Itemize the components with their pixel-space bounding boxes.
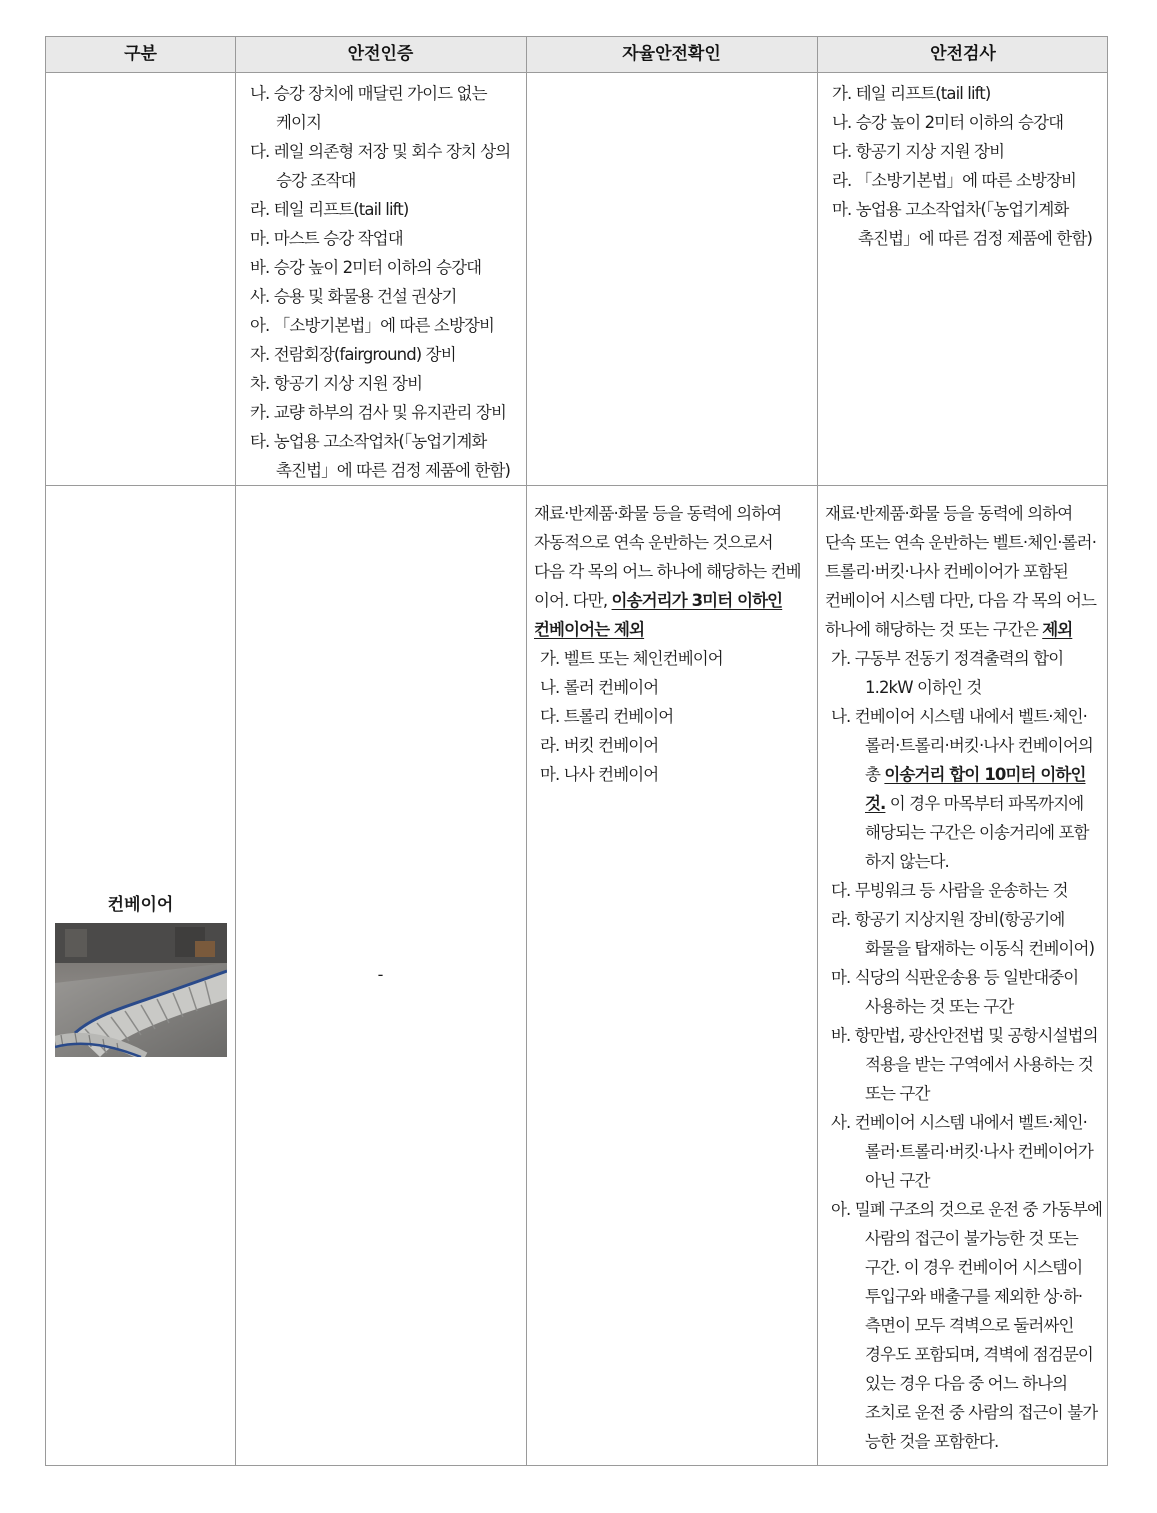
list-item: 나. 승강 장치에 매달린 가이드 없는 <box>250 84 487 103</box>
table-header <box>46 37 1107 72</box>
row2-safety-certification-value: - <box>377 965 384 984</box>
col-divider <box>817 37 818 1465</box>
list-item: 해당되는 구간은 이송거리에 포함 <box>865 823 1089 842</box>
list-item: 하지 않는다. <box>865 852 949 871</box>
paragraph-line: 단속 또는 연속 운반하는 벨트·체인·롤러· <box>825 533 1097 552</box>
list-item: 타. 농업용 고소작업차(「농업기계화 <box>250 432 487 451</box>
list-item: 라. 항공기 지상지원 장비(항공기에 <box>831 910 1065 929</box>
list-item: 사람의 접근이 불가능한 것 또는 <box>865 1229 1078 1248</box>
list-item-text: 이 경우 마목부터 파목까지에 <box>885 794 1084 813</box>
list-item: 조치로 운전 중 사람의 접근이 불가 <box>865 1403 1098 1422</box>
paragraph-line: 재료·반제품·화물 등을 동력에 의하여 <box>534 504 782 523</box>
list-item: 또는 구간 <box>865 1084 930 1103</box>
conveyor-regulation-table <box>45 36 1108 1466</box>
list-item: 나. 컨베이어 시스템 내에서 벨트·체인· <box>831 707 1087 726</box>
emphasis-text: 제외 <box>1042 620 1073 639</box>
list-item: 가. 테일 리프트(tail lift) <box>832 84 991 103</box>
paragraph-line: 하나에 해당하는 것 또는 구간은 제외 <box>825 620 1073 639</box>
row-divider <box>46 485 1107 486</box>
list-item: 라. 버킷 컨베이어 <box>540 736 659 755</box>
list-item: 케이지 <box>276 113 322 132</box>
list-item: 라. 「소방기본법」에 따른 소방장비 <box>832 171 1077 190</box>
list-item: 라. 테일 리프트(tail lift) <box>250 200 409 219</box>
emphasis-text: 이송거리가 3미터 이하인 <box>611 591 783 610</box>
list-item: 사. 컨베이어 시스템 내에서 벨트·체인· <box>831 1113 1087 1132</box>
list-item: 나. 롤러 컨베이어 <box>540 678 659 697</box>
list-item: 자. 전람회장(fairground) 장비 <box>250 345 456 364</box>
list-item: 1.2kW 이하인 것 <box>865 678 982 697</box>
list-item: 총 이송거리 합이 10미터 이하인 <box>865 765 1086 784</box>
list-item: 사용하는 것 또는 구간 <box>865 997 1014 1016</box>
header-safety-inspection: 안전검사 <box>930 44 996 64</box>
paragraph-line: 이어. 다만, 이송거리가 3미터 이하인 <box>534 591 783 610</box>
list-item: 카. 교량 하부의 검사 및 유지관리 장비 <box>250 403 506 422</box>
list-item: 다. 트롤리 컨베이어 <box>540 707 674 726</box>
list-item: 경우도 포함되며, 격벽에 점검문이 <box>865 1345 1093 1364</box>
list-item: 촉진법」에 따른 검정 제품에 한함) <box>276 461 511 480</box>
list-item: 마. 농업용 고소작업차(「농업기계화 <box>832 200 1069 219</box>
emphasis-text: 컨베이어는 제외 <box>534 620 645 639</box>
list-item: 바. 승강 높이 2미터 이하의 승강대 <box>250 258 482 277</box>
list-item: 아. 밀폐 구조의 것으로 운전 중 가동부에 <box>831 1200 1103 1219</box>
paragraph-line <box>534 615 814 644</box>
emphasis-text: 것. <box>865 794 886 813</box>
list-item: 가. 벨트 또는 체인컨베이어 <box>540 649 723 668</box>
list-item: 바. 항만법, 광산안전법 및 공항시설법의 <box>831 1026 1098 1045</box>
list-item: 마. 마스트 승강 작업대 <box>250 229 403 248</box>
paragraph-line: 트롤리·버킷·나사 컨베이어가 포함된 <box>825 562 1068 581</box>
list-item: 아. 「소방기본법」에 따른 소방장비 <box>250 316 495 335</box>
header-category: 구분 <box>124 44 157 64</box>
list-item: 가. 구동부 전동기 정격출력의 합이 <box>831 649 1064 668</box>
list-item: 촉진법」에 따른 검정 제품에 한함) <box>858 229 1093 248</box>
list-item: 마. 식당의 식판운송용 등 일반대중이 <box>831 968 1079 987</box>
emphasis-text: 이송거리 합이 10미터 이하인 <box>884 765 1086 784</box>
list-item <box>825 789 1107 818</box>
list-item: 승강 조작대 <box>276 171 356 190</box>
header-divider <box>46 72 1107 73</box>
list-item: 롤러·트롤리·버킷·나사 컨베이어의 <box>865 736 1093 755</box>
list-item: 차. 항공기 지상 지원 장비 <box>250 374 423 393</box>
paragraph-line: 자동적으로 연속 운반하는 것으로서 <box>534 533 773 552</box>
conveyor-photo-image <box>55 923 227 1057</box>
list-item: 다. 무빙워크 등 사람을 운송하는 것 <box>831 881 1068 900</box>
list-item: 롤러·트롤리·버킷·나사 컨베이어가 <box>865 1142 1093 1161</box>
paragraph-line: 컨베이어 시스템 다만, 다음 각 목의 어느 <box>825 591 1097 610</box>
list-item: 측면이 모두 격벽으로 둘러싸인 <box>865 1316 1074 1335</box>
list-item: 있는 경우 다음 중 어느 하나의 <box>865 1374 1068 1393</box>
list-item: 나. 승강 높이 2미터 이하의 승강대 <box>832 113 1064 132</box>
list-item: 다. 항공기 지상 지원 장비 <box>832 142 1005 161</box>
paragraph-line: 다음 각 목의 어느 하나에 해당하는 컨베 <box>534 562 801 581</box>
row2-self-safety-check-text <box>534 499 814 789</box>
list-item: 구간. 이 경우 컨베이어 시스템이 <box>865 1258 1083 1277</box>
list-item: 사. 승용 및 화물용 건설 권상기 <box>250 287 457 306</box>
list-item: 적용을 받는 구역에서 사용하는 것 <box>865 1055 1093 1074</box>
header-self-safety-check: 자율안전확인 <box>622 44 721 64</box>
list-item: 아닌 구간 <box>865 1171 930 1190</box>
col-divider <box>235 37 236 1465</box>
category-title: 컨베이어 <box>107 895 174 915</box>
list-item: 다. 레일 의존형 저장 및 회수 장치 상의 <box>250 142 511 161</box>
row1-safety-inspection-list <box>832 79 1104 253</box>
col-divider <box>526 37 527 1465</box>
paragraph-line: 재료·반제품·화물 등을 동력에 의하여 <box>825 504 1073 523</box>
list-item: 투입구와 배출구를 제외한 상·하· <box>865 1287 1083 1306</box>
conveyor-photo <box>55 923 227 1057</box>
list-item: 마. 나사 컨베이어 <box>540 765 659 784</box>
header-safety-certification: 안전인증 <box>347 44 414 64</box>
list-item: 화물을 탑재하는 이동식 컨베이어) <box>865 939 1095 958</box>
list-item: 능한 것을 포함한다. <box>865 1432 999 1451</box>
row2-safety-inspection-text <box>825 499 1107 1456</box>
row1-safety-certification-list <box>250 79 522 485</box>
